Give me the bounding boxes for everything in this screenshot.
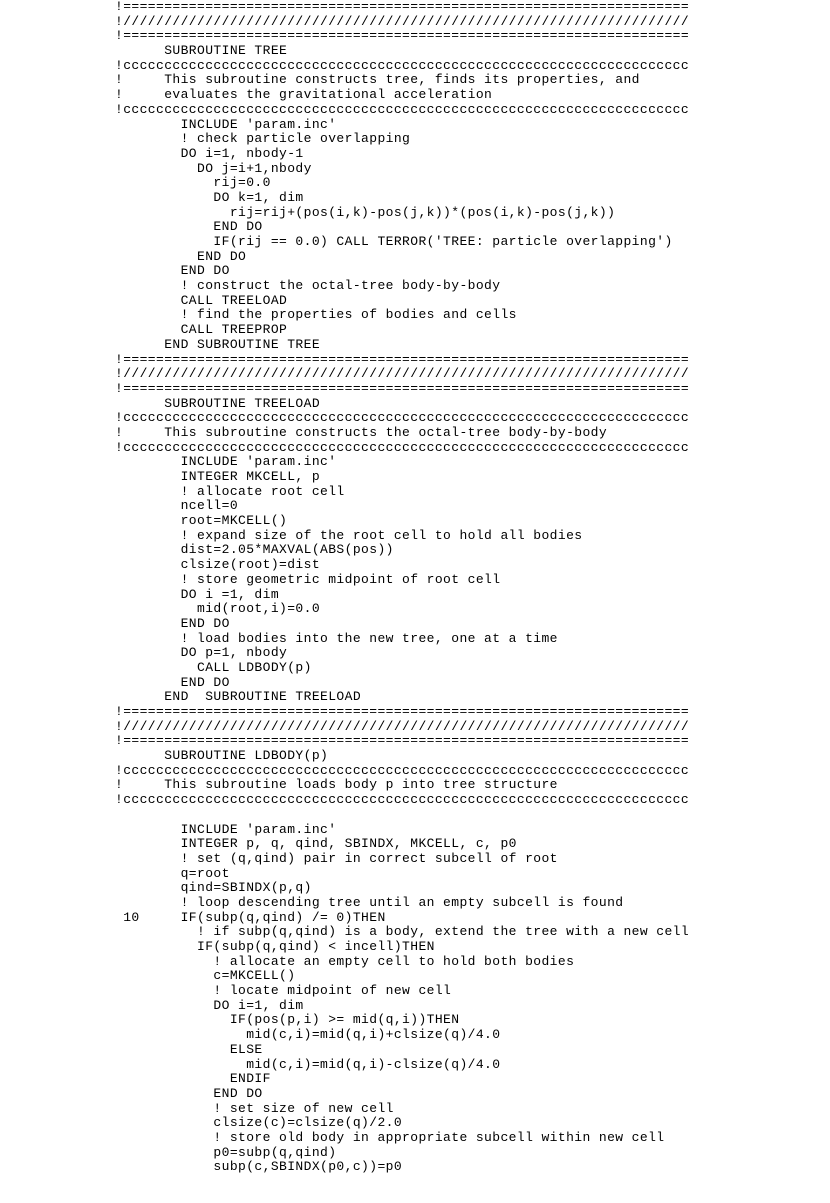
code-line: CALL TREELOAD [115,292,288,308]
code-line: CALL TREEPROP [115,322,288,338]
code-line: !ccccccccccccccccccccccccccccccccccccccccccccccccccccccccccccccccccccc [115,439,690,455]
code-line: clsize(root)=dist [115,557,321,573]
code-line: !ccccccccccccccccccccccccccccccccccccccccccccccccccccccccccccccccccccc [115,762,690,778]
code-line: !ccccccccccccccccccccccccccccccccccccccccccccccccccccccccccccccccccccc [115,410,690,426]
code-line: ! allocate an empty cell to hold both bodies [115,953,575,969]
code-line: DO i=1, nbody-1 [115,145,304,161]
code-line [115,808,830,823]
code-line: IF(pos(p,i) >= mid(q,i))THEN [115,1012,460,1028]
code-line: q=root [115,865,230,881]
code-line: dist=2.05*MAXVAL(ABS(pos)) [115,542,394,558]
code-line: mid(c,i)=mid(q,i)+clsize(q)/4.0 [115,1027,501,1043]
code-line: ! load bodies into the new tree, one at a time [115,630,558,646]
code-line: IF(rij == 0.0) CALL TERROR('TREE: particle overlapping') [115,234,673,249]
code-line: ENDIF [115,1071,271,1087]
code-line: END DO [115,248,247,264]
code-line: END DO [115,674,230,690]
code-line: INCLUDE 'param.inc' [115,821,337,837]
code-line: ! loop descending tree until an empty subcell is found [115,894,624,910]
code-line: ! allocate root cell [115,483,345,499]
code-line: INCLUDE 'param.inc' [115,116,337,132]
code-line: c=MKCELL() [115,968,296,984]
code-line: mid(root,i)=0.0 [115,601,321,617]
code-line: ! This subroutine loads body p into tree structure [115,777,558,793]
code-line: INCLUDE 'param.inc' [115,454,337,470]
code-line: !ccccccccccccccccccccccccccccccccccccccccccccccccccccccccccccccccccccc [115,57,690,73]
code-line: !///////////////////////////////////////////////////////////////////// [115,13,690,29]
code-line: root=MKCELL() [115,513,288,529]
code-line: ! store geometric midpoint of root cell [115,571,501,587]
code-line: ! find the properties of bodies and cells [115,307,517,323]
code-line: clsize(c)=clsize(q)/2.0 [115,1115,403,1131]
code-line: ! evaluates the gravitational acceleration [115,87,493,103]
code-line: ! expand size of the root cell to hold all bodies [115,527,583,543]
code-line: !ccccccccccccccccccccccccccccccccccccccccccccccccccccccccccccccccccccc [115,792,690,808]
code-line: END DO [115,263,230,279]
code-line: !===================================================================== [115,351,690,367]
code-line: !===================================================================== [115,733,690,749]
code-line: rij=rij+(pos(i,k)-pos(j,k))*(pos(i,k)-pos(j,k)) [115,204,616,220]
code-line: !===================================================================== [115,380,690,396]
code-line: !///////////////////////////////////////////////////////////////////// [115,366,690,382]
code-line: !===================================================================== [115,0,690,14]
code-listing [115,0,830,1175]
code-line: END DO [115,615,230,631]
code-line: INTEGER MKCELL, p [115,469,321,484]
code-line: ! set size of new cell [115,1100,394,1116]
code-line: DO i =1, dim [115,586,280,602]
code-line: ! if subp(q,qind) is a body, extend the tree with a new cell [115,924,690,940]
code-line: ! construct the octal-tree body-by-body [115,278,501,294]
code-line: END SUBROUTINE TREELOAD [115,689,362,705]
code-line: p0=subp(q,qind) [115,1144,337,1160]
code-line: ! This subroutine constructs the octal-tree body-by-body [115,424,608,440]
code-line: END DO [115,219,263,235]
code-line: CALL LDBODY(p) [115,659,312,675]
code-line: !===================================================================== [115,704,690,719]
code-line: ! check particle overlapping [115,131,411,147]
code-line: END SUBROUTINE TREE [115,336,321,352]
code-line: ! locate midpoint of new cell [115,983,452,999]
code-line: ! set (q,qind) pair in correct subcell of root [115,850,558,866]
code-line: mid(c,i)=mid(q,i)-clsize(q)/4.0 [115,1056,501,1072]
code-line: END DO [115,1085,263,1101]
code-line: !ccccccccccccccccccccccccccccccccccccccccccccccccccccccccccccccccccccc [115,101,690,117]
code-line: SUBROUTINE TREELOAD [115,395,321,411]
code-line: subp(c,SBINDX(p0,c))=p0 [115,1159,403,1175]
code-line: SUBROUTINE LDBODY(p) [115,748,329,764]
code-line: ! store old body in appropriate subcell within new cell [115,1129,665,1145]
code-line: IF(subp(q,qind) < incell)THEN [115,939,435,954]
code-line: DO j=i+1,nbody [115,160,312,176]
code-line: rij=0.0 [115,175,271,191]
code-line: ! This subroutine constructs tree, finds its properties, and [115,72,640,88]
code-line: 10 IF(subp(q,qind) /= 0)THEN [115,909,386,925]
code-line: !===================================================================== [115,28,690,44]
code-line: ncell=0 [115,498,239,514]
code-line: DO k=1, dim [115,189,304,205]
code-line: DO p=1, nbody [115,645,288,661]
code-line: qind=SBINDX(p,q) [115,880,312,896]
code-line: ELSE [115,1041,263,1057]
code-line: DO i=1, dim [115,997,304,1013]
code-line: !///////////////////////////////////////////////////////////////////// [115,718,690,734]
code-line: INTEGER p, q, qind, SBINDX, MKCELL, c, p0 [115,836,517,852]
code-line: SUBROUTINE TREE [115,43,288,59]
